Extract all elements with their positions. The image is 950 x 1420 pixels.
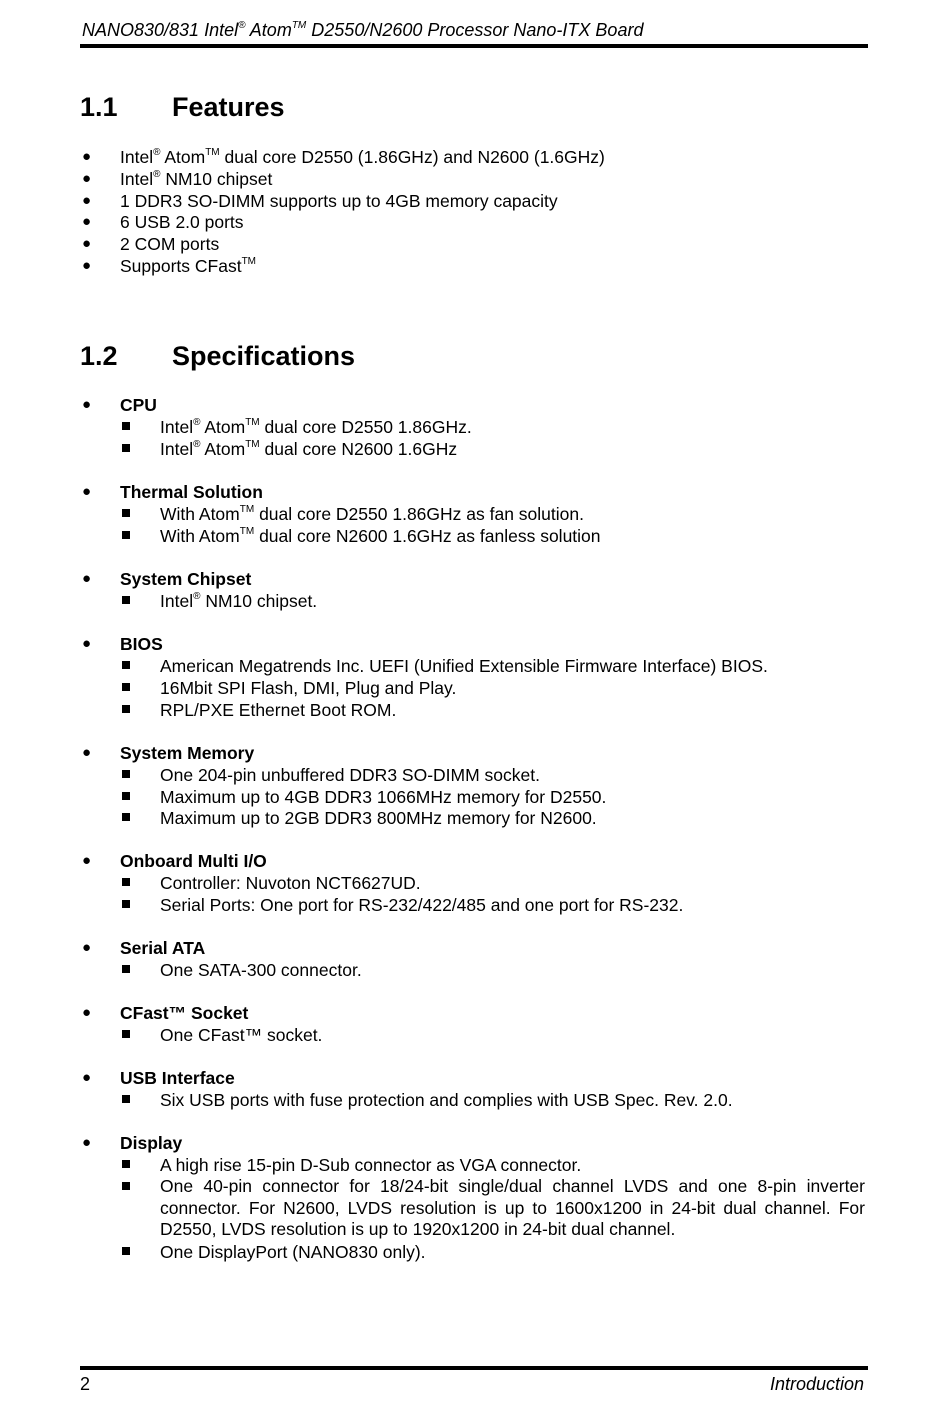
square-bullet-icon (122, 1030, 130, 1038)
spec-category-title: Display (120, 1133, 183, 1153)
page-header-title: NANO830/831 Intel® Atom™ D2550/N2600 Processor Nano-ITX Board (82, 20, 644, 40)
spec-category-title: System Memory (120, 743, 255, 763)
page-number: 2 (80, 1374, 91, 1394)
feature-item: Intel® NM10 chipset (120, 169, 273, 189)
spec-item: With Atom™ dual core N2600 1.6GHz as fanless solution (160, 526, 601, 546)
spec-item: Intel® Atom™ dual core D2550 1.86GHz. (160, 417, 472, 437)
bullet-dot-icon: ● (82, 483, 92, 500)
features-heading: 1.1 Features (80, 92, 285, 122)
feature-item: 2 COM ports (120, 234, 220, 254)
bullet-dot-icon: ● (82, 570, 92, 587)
spec-item: Maximum up to 2GB DDR3 800MHz memory for N2600. (160, 808, 597, 828)
square-bullet-icon (122, 705, 130, 713)
spec-category-title: CPU (120, 395, 157, 415)
spec-item: One CFast™ socket. (160, 1025, 323, 1045)
feature-item: 1 DDR3 SO-DIMM supports up to 4GB memory capacity (120, 191, 558, 211)
specifications-heading: 1.2 Specifications (80, 341, 356, 371)
square-bullet-icon (122, 444, 130, 452)
square-bullet-icon (122, 813, 130, 821)
spec-item: 16Mbit SPI Flash, DMI, Plug and Play. (160, 678, 457, 698)
square-bullet-icon (122, 422, 130, 430)
square-bullet-icon (122, 1160, 130, 1168)
spec-category-title: Serial ATA (120, 938, 206, 958)
spec-category-title: System Chipset (120, 569, 252, 589)
spec-category-title: Onboard Multi I/O (120, 851, 267, 871)
bullet-dot-icon: ● (82, 396, 92, 413)
bullet-dot-icon: ● (82, 852, 92, 869)
bullet-dot-icon: ● (82, 1134, 92, 1151)
spec-category-title: Thermal Solution (120, 482, 263, 502)
bullet-dot-icon: ● (82, 148, 92, 165)
spec-item: One 204-pin unbuffered DDR3 SO-DIMM socket. (160, 765, 540, 785)
spec-item: With Atom™ dual core D2550 1.86GHz as fan solution. (160, 504, 584, 524)
square-bullet-icon (122, 509, 130, 517)
square-bullet-icon (122, 683, 130, 691)
footer-rule (80, 1366, 868, 1370)
bullet-dot-icon: ● (82, 635, 92, 652)
spec-item: Maximum up to 4GB DDR3 1066MHz memory for D2550. (160, 787, 607, 807)
spec-item: A high rise 15-pin D-Sub connector as VGA connector. (160, 1155, 582, 1175)
spec-item: One DisplayPort (NANO830 only). (160, 1242, 426, 1262)
bullet-dot-icon: ● (82, 257, 92, 274)
feature-item: Intel® Atom™ dual core D2550 (1.86GHz) and N2600 (1.6GHz) (120, 147, 605, 167)
spec-item: Intel® NM10 chipset. (160, 591, 318, 611)
bullet-dot-icon: ● (82, 744, 92, 761)
header-rule (80, 44, 868, 48)
bullet-dot-icon: ● (82, 235, 92, 252)
spec-category-title: USB Interface (120, 1068, 235, 1088)
bullet-dot-icon: ● (82, 939, 92, 956)
bullet-dot-icon: ● (82, 213, 92, 230)
square-bullet-icon (122, 1247, 130, 1255)
square-bullet-icon (122, 900, 130, 908)
footer-section-title: Introduction (769, 1374, 864, 1394)
spec-item: RPL/PXE Ethernet Boot ROM. (160, 700, 397, 720)
spec-category-title: CFast™ Socket (120, 1003, 249, 1023)
spec-item-paragraph: One 40-pin connector for 18/24-bit single/dual channel LVDS and one 8-pin inverter connector. For N2600, LVDS resolution is up to 1600x1200 in 24-bit dual channel. For D2550, LVDS resolution is up to 1920x1200 in 24-bit dual channel. (160, 1176, 865, 1240)
square-bullet-icon (122, 531, 130, 539)
spec-item: Controller: Nuvoton NCT6627UD. (160, 873, 421, 893)
spec-item: Six USB ports with fuse protection and complies with USB Spec. Rev. 2.0. (160, 1090, 733, 1110)
bullet-dot-icon: ● (82, 1004, 92, 1021)
spec-item: Intel® Atom™ dual core N2600 1.6GHz (160, 439, 458, 459)
bullet-dot-icon: ● (82, 192, 92, 209)
square-bullet-icon (122, 965, 130, 973)
square-bullet-icon (122, 596, 130, 604)
spec-category-title: BIOS (120, 634, 163, 654)
square-bullet-icon (122, 792, 130, 800)
spec-item: Serial Ports: One port for RS-232/422/485 and one port for RS-232. (160, 895, 684, 915)
bullet-dot-icon: ● (82, 1069, 92, 1086)
square-bullet-icon (122, 1182, 130, 1190)
square-bullet-icon (122, 878, 130, 886)
square-bullet-icon (122, 661, 130, 669)
spec-item: One SATA-300 connector. (160, 960, 362, 980)
spec-item: American Megatrends Inc. UEFI (Unified Extensible Firmware Interface) BIOS. (160, 656, 768, 676)
feature-item: Supports CFast™ (120, 256, 257, 276)
square-bullet-icon (122, 770, 130, 778)
square-bullet-icon (122, 1095, 130, 1103)
feature-item: 6 USB 2.0 ports (120, 212, 244, 232)
bullet-dot-icon: ● (82, 170, 92, 187)
